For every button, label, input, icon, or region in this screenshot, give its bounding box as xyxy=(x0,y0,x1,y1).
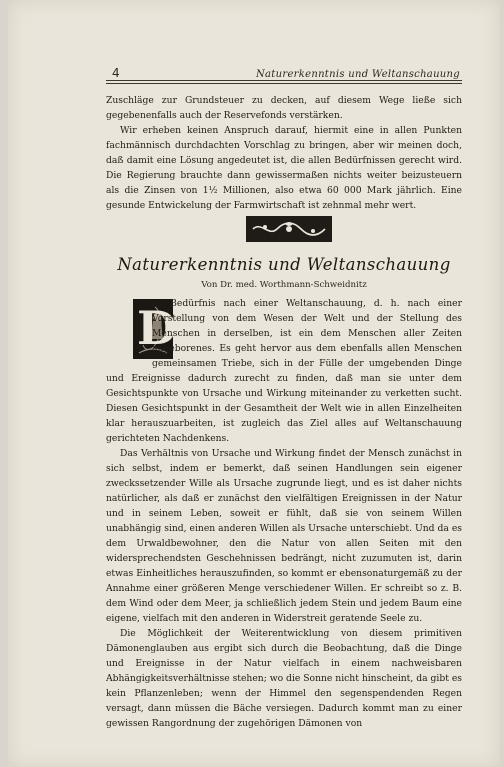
ornament-vine-icon xyxy=(249,219,329,239)
decorative-ornament xyxy=(246,216,332,242)
running-header xyxy=(112,66,460,80)
running-title: Naturerkenntnis und Weltanschauung xyxy=(256,69,460,80)
previous-article-text xyxy=(106,93,462,213)
article-body xyxy=(106,296,462,731)
article-paragraph-3: Die Möglichkeit der Weiterentwicklung von diesem primitiven Dämonenglauben aus ergibt sich durch die Beobachtung, daß die Dinge und Ereignisse in der Natur vielfach in einem nachweisbaren Abhängigkeitsverhältnisse stehen; wo die Sonne nicht hinscheint, da gibt es kein Pflanzenleben; wenn der Himmel den segenspendenden Regen versagt, dann müssen die Bäche versiegen. Dadurch kommt man zu einer gewissen Rangordnung der zugehörigen Dämonen von xyxy=(106,628,462,729)
page-number: 4 xyxy=(112,66,120,80)
article-byline: Von Dr. med. Worthmann-Schweidnitz xyxy=(201,280,367,290)
article-paragraph-1: as Bedürfnis nach einer Weltanschauung, d. h. nach einer Vorstellung von dem Wesen der Welt und der Stellung des Menschen in derselben, ist ein dem Menschen aller Zeiten angeborenes. Es geht hervor aus dem ebenfalls allen Menschen gemeinsamen Triebe, sich in der Fülle der umgebenden Dinge und Ereignisse dadurch zurecht zu finden, daß man sie unter dem Gesichtspunkte von Ursache und Wirkung miteinander zu verketten sucht. Diesen Gesichtspunkt in der Gesamtheit der Welt wie in allen Einzelheiten klar herauszuarbeiten, ist zugleich das Ziel alles auf Weltanschauung gerichteten Nachdenkens. xyxy=(106,298,462,444)
article-title: Naturerkenntnis und Weltanschauung xyxy=(117,255,451,274)
article-paragraph-2: Das Verhältnis von Ursache und Wirkung findet der Mensch zunächst in sich selbst, indem er bemerkt, daß seinen Handlungen sein eigener zweckssetzender Wille als Ursache zugrunde liegt, und es ist daher nichts natürlicher, als daß er zunächst den vielfältigen Ereignissen in der Natur und in seinem Leben, soweit er fühlt, daß sie von seinem Willen unabhängig sind, einen anderen Willen als Ursache unterschiebt. Und da es dem Urwaldbewohner, den die Natur von allen Seiten mit den widersprechendsten Geschehnissen bedrängt, nicht zuzumuten ist, darin etwas Einheitliches herauszufinden, so kommt er ebensonaturgemäß zu der Annahme einer größeren Menge verschiedener Willen. Er schreibt so z. B. dem Wind oder dem Meer, ja schließlich jedem Stein und jedem Baum eine eigene, vielfach mit den anderen in Widerstreit geratende Seele zu. xyxy=(106,448,462,624)
header-rule-bottom xyxy=(106,83,462,84)
header-rule-top xyxy=(106,80,462,81)
dropcap-letter: D xyxy=(137,301,177,355)
intro-paragraph-1: Zuschläge zur Grundsteuer zu decken, auf diesem Wege ließe sich gegebenenfalls auch der Reservefonds verstärken. xyxy=(106,95,462,121)
intro-paragraph-2: Wir erheben keinen Anspruch darauf, hiermit eine in allen Punkten fachmännisch durchdachten Vorschlag zu bringen, aber wir meinen doch, daß damit eine Lösung angedeutet ist, die allen Bedürfnissen gerecht wird. Die Regierung brauchte dann gewissermaßen nichts weiter beizusteuern als die Zinsen von 1½ Millionen, also etwa 60 000 Mark jährlich. Eine gesunde Entwickelung der Farmwirtschaft ist zehnmal mehr wert. xyxy=(106,125,462,211)
